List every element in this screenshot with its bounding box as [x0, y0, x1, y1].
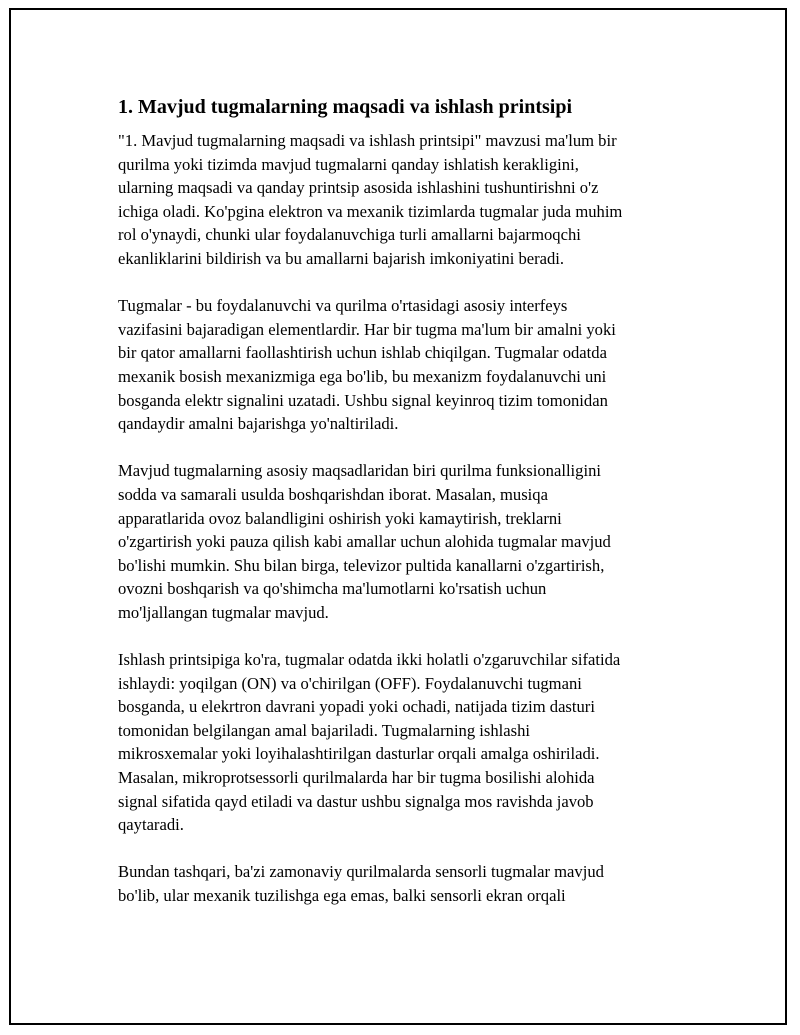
paragraph-5 — [118, 860, 688, 907]
text-line: apparatlarida ovoz balandligini oshirish yoki kamaytirish, treklarni — [118, 508, 562, 528]
text-line: bo'lib, ular mexanik tuzilishga ega emas, balki sensorli ekran orqali — [118, 886, 566, 905]
paragraph-1 — [118, 129, 688, 271]
document-body — [118, 94, 688, 931]
text-line: qandaydir amalni bajarishga yo'naltiriladi. — [118, 414, 399, 434]
text-line: ichiga oladi. Ko'pgina elektron va mexanik tizimlarda tugmalar juda muhim — [118, 201, 623, 221]
text-line: Mavjud tugmalarning asosiy maqsadlaridan biri qurilma funksionalligini — [118, 461, 601, 481]
text-line: signal sifatida qayd etiladi va dastur ushbu signalga mos ravishda javob — [118, 791, 594, 811]
page-title: 1. Mavjud tugmalarning maqsadi va ishlash printsipi — [118, 96, 572, 118]
text-line: "1. Mavjud tugmalarning maqsadi va ishlash printsipi" mavzusi ma'lum bir — [118, 131, 617, 150]
paragraph-2 — [118, 294, 688, 436]
text-line: sodda va samarali usulda boshqarishdan iborat. Masalan, musiqa — [118, 484, 548, 504]
text-line: qaytaradi. — [118, 815, 184, 835]
text-line: ovozni boshqarish va qo'shimcha ma'lumotlarni ko'rsatish uchun — [118, 579, 547, 599]
text-line: mikrosxemalar yoki loyihalashtirilgan dasturlar orqali amalga oshiriladi. — [118, 744, 600, 764]
text-line: Ishlash printsipiga ko'ra, tugmalar odatda ikki holatli o'zgaruvchilar sifatida — [118, 650, 621, 670]
text-line: Tugmalar - bu foydalanuvchi va qurilma o'rtasidagi asosiy interfeys — [118, 296, 568, 316]
text-line: ekanliklarini bildirish va bu amallarni bajarish imkoniyatini beradi. — [118, 248, 565, 268]
text-line: bosganda, u elekrtron davrani yopadi yoki ochadi, natijada tizim dasturi — [118, 697, 595, 717]
text-line: ularning maqsadi va qanday printsip asosida ishlashini tushuntirishni o'z — [118, 178, 599, 198]
paragraph-4 — [118, 648, 688, 837]
text-line: bir qator amallarni faollashtirish uchun ishlab chiqilgan. Tugmalar odatda — [118, 343, 607, 363]
text-line: tomonidan belgilangan amal bajariladi. Tugmalarning ishlashi — [118, 720, 531, 740]
text-line: Bundan tashqari, ba'zi zamonaviy qurilmalarda sensorli tugmalar mavjud — [118, 862, 604, 882]
text-line: o'zgartirish yoki pauza qilish kabi amallar uchun alohida tugmalar mavjud — [118, 532, 611, 552]
text-line: bo'lishi mumkin. Shu bilan birga, televizor pultida kanallarni o'zgartirish, — [118, 555, 605, 575]
text-line: Masalan, mikroprotsessorli qurilmalarda har bir tugma bosilishi alohida — [118, 768, 595, 788]
text-line: bosganda elektr signalini uzatadi. Ushbu signal keyinroq tizim tomonidan — [118, 390, 608, 410]
text-line: vazifasini bajaradigan elementlardir. Har bir tugma ma'lum bir amalni yoki — [118, 319, 616, 339]
text-line: mo'ljallangan tugmalar mavjud. — [118, 602, 329, 622]
text-line: ishlaydi: yoqilgan (ON) va o'chirilgan (OFF). Foydalanuvchi tugmani — [118, 673, 582, 693]
text-line: mexanik bosish mexanizmiga ega bo'lib, bu mexanizm foydalanuvchi uni — [118, 366, 607, 386]
text-line: rol o'ynaydi, chunki ular foydalanuvchiga turli amallarni bajarmoqchi — [118, 225, 581, 245]
paragraph-3 — [118, 459, 688, 624]
text-line: qurilma yoki tizimda mavjud tugmalarni qanday ishlatish kerakligini, — [118, 154, 579, 174]
